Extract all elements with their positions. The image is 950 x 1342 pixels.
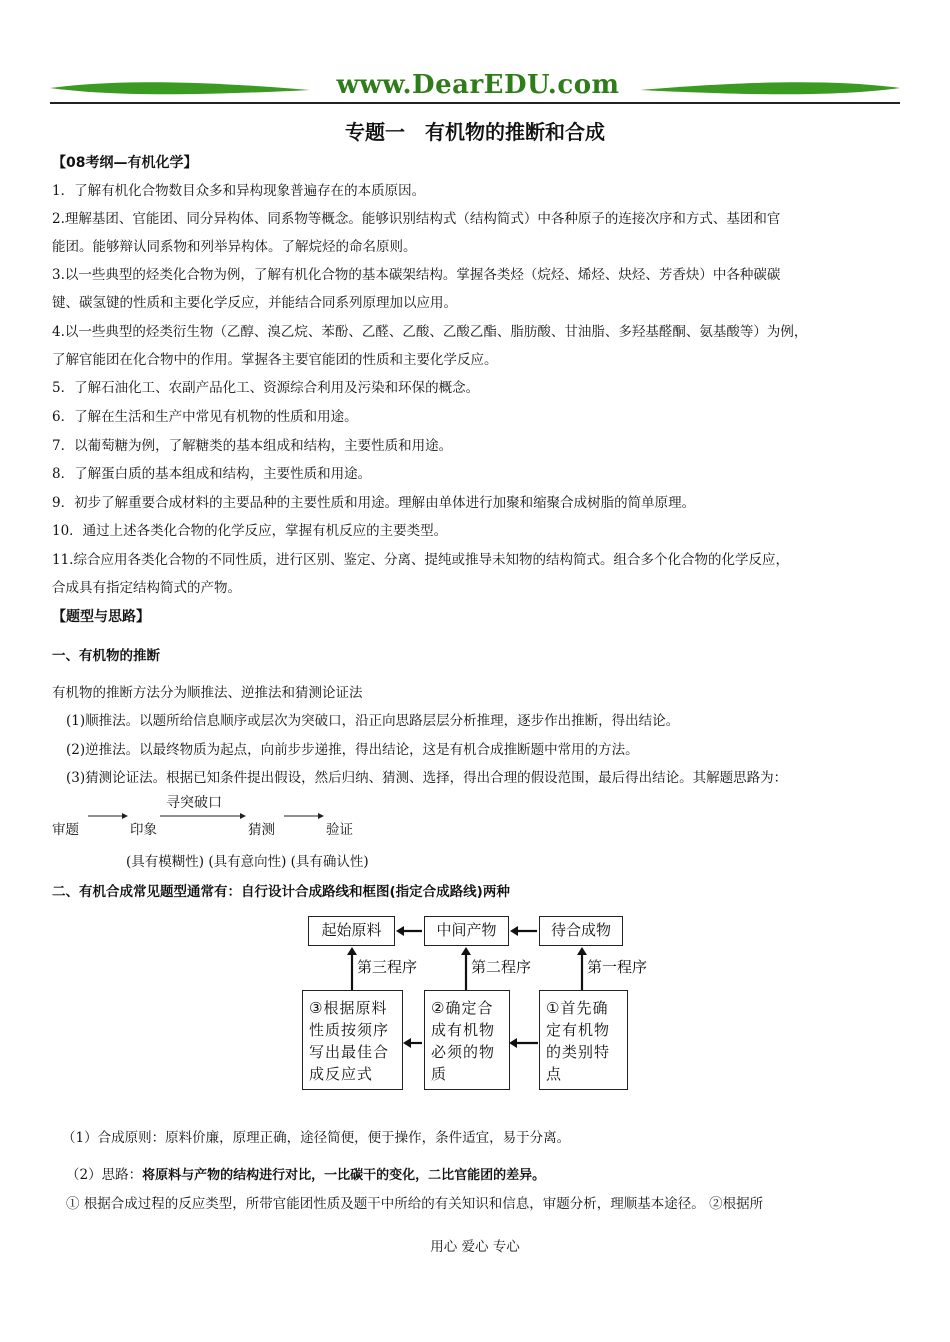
flow-arrow-long (160, 810, 246, 822)
outline-line: 了解官能团在化合物中的作用。掌握各主要官能团的性质和主要化学反应。 (52, 352, 498, 368)
outline-line: 5．了解石油化工、农副产品化工、资源综合利用及污染和环保的概念。 (52, 380, 480, 396)
flow-arrow (88, 810, 128, 822)
box-step-two: ②确定合成有机物必须的物质 (424, 990, 510, 1090)
outline-line: 2.理解基团、官能团、同分异构体、同系物等概念。能够识别结构式（结构简式）中各种原子的连接次序和方式、基团和官 (52, 211, 781, 227)
site-logo: www.DearEDU.com (336, 70, 620, 100)
outline-line: 8．了解蛋白质的基本组成和结构，主要性质和用途。 (52, 466, 372, 482)
outline-line: 9．初步了解重要合成材料的主要品种的主要性质和用途。理解由单体进行加聚和缩聚合成树脂的简单原理。 (52, 495, 696, 511)
outline-line: 11.综合应用各类化合物的不同性质，进行区别、鉴定、分离、提纯或推导未知物的结构简式。组合多个化合物的化学反应， (52, 552, 789, 568)
outline-line: 能团。能够辩认同系物和列举异构体。了解烷烃的命名原则。 (52, 239, 417, 255)
flow-step: 印象 (130, 822, 157, 838)
section-heading-methods: 【题型与思路】 (52, 609, 150, 625)
outline-line: 10．通过上述各类化合物的化学反应，掌握有机反应的主要类型。 (52, 523, 448, 539)
header-rule (50, 102, 900, 104)
box-starting-material: 起始原料 (308, 916, 395, 946)
page-title: 专题一 有机物的推断和合成 (345, 120, 605, 144)
box-target: 待合成物 (539, 916, 623, 946)
flow-step: 猜测 (248, 822, 275, 838)
outline-line: 合成具有指定结构简式的产物。 (52, 580, 241, 596)
synthesis-principle: （1）合成原则：原料价廉，原理正确，途径简便，便于操作，条件适宜，易于分离。 (62, 1130, 571, 1146)
outline-line: 6．了解在生活和生产中常见有机物的性质和用途。 (52, 409, 358, 425)
outline-line: 4.以一些典型的烃类衍生物（乙醇、溴乙烷、苯酚、乙醛、乙酸、乙酸乙酯、脂肪酸、甘油脂、多羟基醛酮、氨基酸等）为例， (52, 324, 808, 340)
method-item: (2)逆推法。以最终物质为起点，向前步步递推，得出结论，这是有机合成推断题中常用的方法。 (66, 742, 639, 758)
box-intermediate: 中间产物 (424, 916, 509, 946)
outline-line: 键、碳氢键的性质和主要化学反应，并能结合同系列原理加以应用。 (52, 295, 457, 311)
approach-bold-text: 将原料与产物的结构进行对比，一比碳干的变化，二比官能团的差异。 (142, 1168, 546, 1183)
outline-line: 3.以一些典型的烃类化合物为例，了解有机化合物的基本碳架结构。掌握各类烃（烷烃、烯烃、炔烃、芳香炔）中各种碳碳 (52, 267, 781, 283)
part2-heading: 二、有机合成常见题型通常有：自行设计合成路线和框图(指定合成路线)两种 (52, 884, 510, 900)
flow-arrow-label: 寻突破口 (166, 795, 222, 811)
synthesis-approach (66, 1165, 545, 1186)
page-footer: 用心 爱心 专心 (430, 1239, 520, 1255)
procedure-label: 第二程序 (471, 958, 532, 976)
outline-line: 1．了解有机化合物数目众多和异构现象普遍存在的本质原因。 (52, 183, 426, 199)
outline-line: 7．以葡萄糖为例，了解糖类的基本组成和结构，主要性质和用途。 (52, 438, 453, 454)
flow-step: 审题 (52, 822, 79, 838)
method-item: (3)猜测论证法。根据已知条件提出假设，然后归纳、猜测、选择，得出合理的假设范围，最后得出结论。其解题思路为： (66, 770, 788, 786)
header-banner (50, 70, 900, 110)
flow-step: 验证 (326, 822, 353, 838)
procedure-label: 第三程序 (357, 958, 418, 976)
procedure-label: 第一程序 (587, 958, 648, 976)
approach-detail: ① 根据合成过程的反应类型，所带官能团性质及题干中所给的有关知识和信息，审题分析，理顺基本途径。 ②根据所 (66, 1196, 764, 1212)
section-heading-outline: 【08考纲—有机化学】 (52, 155, 198, 171)
flow-arrow (284, 810, 324, 822)
method-item: (1)顺推法。以题所给信息顺序或层次为突破口，沿正向思路层层分析推理，逐步作出推断，得出结论。 (66, 713, 680, 729)
approach-label: （2）思路： (66, 1167, 143, 1183)
part1-intro: 有机物的推断方法分为顺推法、逆推法和猜测论证法 (52, 685, 363, 701)
box-step-three: ③根据原料性质按须序写出最佳合成反应式 (302, 990, 403, 1090)
part1-heading: 一、有机物的推断 (52, 648, 160, 664)
right-leaf-decoration (640, 80, 900, 96)
left-leaf-decoration (50, 80, 310, 96)
box-step-one: ①首先确定有机物的类别特点 (539, 990, 628, 1090)
flow-notes: (具有模糊性) (具有意向性) (具有确认性) (126, 854, 369, 870)
